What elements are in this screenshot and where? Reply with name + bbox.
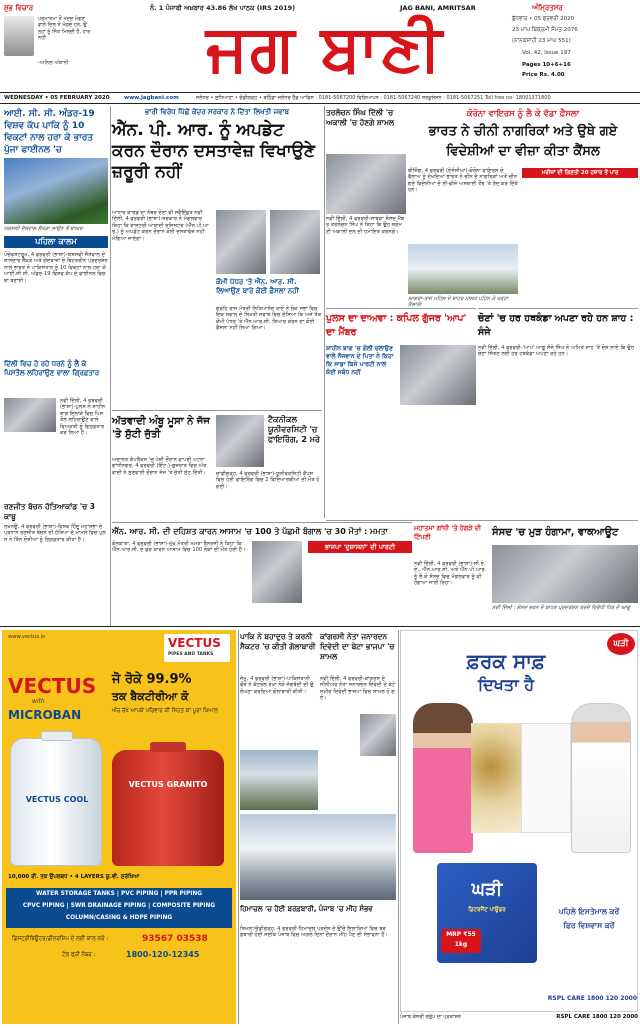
- sidebar-body: ਲਖਨਊ, 4 ਫਰਵਰੀ (ਭਾਸ਼ਾ)-ਵਿਸ਼ਵ ਹਿੰਦੂ ਮਹਾਸਭਾ ਦੇ ਪ੍ਰਧਾਨ ਰਣਜੀਤ ਬੱਚਨ ਦੀ ਹੱਤਿਆ ਦੇ ਮਾਮਲੇ ਵਿਚ ਪੁਲਸ ਨੇ ਤਿੰਨ ਦੋਸ਼ੀਆਂ ਨੂੰ ਗ੍ਰਿਫ਼ਤਾਰ ਕੀਤਾ ਹੈ।: [4, 524, 106, 543]
- divider: [398, 630, 399, 1024]
- vectus-brand: VECTUS: [8, 674, 97, 698]
- masthead-title: ਜਗ ਬਾਣੀ: [206, 11, 444, 86]
- divider: [324, 106, 325, 518]
- footer-code: RSPL CARE 1800 120 2000: [556, 1014, 638, 1020]
- vectus-logo: VECTUS: [168, 636, 221, 650]
- congress-headline: ਕਾਂਗਰਸੀ ਨੇਤਾ ਜਨਾਰਦਨ ਦਿਵੇਦੀ ਦਾ ਬੇਟਾ ਭਾਜਪਾ 'ਚ ਸ਼ਾਮਲ: [320, 632, 395, 661]
- taj-mahal-photo: [408, 244, 518, 294]
- vectus-logo-box: [164, 634, 230, 662]
- tarlochan-headline: ਤਰਲੋਚਨ ਸਿੰਘ ਦਿੱਲੀ 'ਚ ਅਕਾਲੀ 'ਚ ਹੋਣਗੇ ਸ਼ਾਮਲ: [326, 108, 395, 127]
- parliament-body: ਨਵੀਂ ਦਿੱਲੀ, 4 ਫਰਵਰੀ (ਭਾਸ਼ਾ)-ਸੀ.ਏ.ਏ., ਐੱਨ.ਆਰ.ਸੀ. ਅਤੇ ਐੱਨ.ਪੀ.ਆਰ. ਨੂੰ ਲੈ ਕੇ ਸੰਸਦ ਵਿਚ ਮੰਗਲਵਾਰ ਨੂੰ ਵੀ ਹੰਗਾਮਾ ਜਾਰੀ ਰਿਹਾ।: [414, 561, 487, 587]
- parliament-caption: ਨਵੀਂ ਦਿੱਲੀ : ਸੰਸਦ ਭਵਨ ਦੇ ਬਾਹਰ ਪ੍ਰਦਰਸ਼ਨ ਕਰਦੇ ਵਿਰੋਧੀ ਧਿਰ ਦੇ ਆਗੂ: [492, 605, 631, 611]
- pak-headline: ਪਾਕਿ ਨੇ ਬਹਾਦੁਰ ਤੇ ਕਰਨੀ ਸੈਕਟਰ 'ਚ ਕੀਤੀ ਗੋਲਾਬਾਰੀ: [240, 632, 316, 651]
- mamata-headline: ਐੱਨ. ਆਰ. ਸੀ. ਦੀ ਦਹਿਸ਼ਤ ਕਾਰਨ ਆਸਾਮ 'ਚ 100 ਤੇ ਪੱਛਮੀ ਬੰਗਾਲ 'ਚ 30 ਮੌਤਾਂ : ਮਮਤਾ: [112, 527, 388, 536]
- lead-body-cont: [112, 324, 212, 402]
- pages-count: Pages 10+6+16: [522, 62, 571, 68]
- date-nanakshahi: (ਨਾਨਕਸ਼ਾਹੀ 23 ਮਾਘ 551): [512, 38, 571, 44]
- pistol-body: ਨਵੀਂ ਦਿੱਲੀ, 4 ਫਰਵਰੀ (ਭਾਸ਼ਾ)-ਪੁਲਸ ਨੇ ਸ਼ਾਹੀਨ ਬਾਗ ਇਲਾਕੇ ਵਿਚ ਪਿਸਤੌਲ ਲਹਿਰਾਉਣ ਵਾਲੇ ਵਿਅਕਤੀ ਨੂੰ ਗ੍ਰਿਫ਼ਤਾਰ ਕਰ ਲਿਆ ਹੈ।: [60, 398, 106, 437]
- parliament-story: [326, 520, 638, 626]
- cricket-photo: [4, 158, 108, 224]
- ghadi-bottom-1: ਪਹਿਲੇ ਇਸਤੇਮਾਲ ਕਰੇਂ: [558, 907, 620, 916]
- police-photo: [400, 345, 476, 405]
- police-story: [326, 308, 476, 518]
- shah-body: ਨਵੀਂ ਦਿੱਲੀ, 4 ਫਰਵਰੀ-'ਆਪ' ਆਗੂ ਸੰਜੇ ਸਿੰਘ ਨੇ ਅਮਿਤ ਸ਼ਾਹ 'ਤੇ ਦੋਸ਼ ਲਾਏ ਕਿ ਉਹ ਚੋਣਾਂ ਜਿੱਤਣ ਲਈ ਹਰ ਹਥਕੰਡਾ ਅਪਣਾ ਰਹੇ ਹਨ।: [478, 345, 635, 358]
- snow-body: ਸ਼ਿਮਲਾ/ਚੰਡੀਗੜ੍ਹ, 4 ਫਰਵਰੀ-ਹਿਮਾਚਲ ਪ੍ਰਦੇਸ਼ ਦੇ ਉੱਚੇ ਇਲਾਕਿਆਂ ਵਿਚ ਬਰਫ਼ਬਾਰੀ ਹੋਈ ਜਦਕਿ ਪੰਜਾਬ ਵਿਚ ਅਗਲੇ ਦਿਨਾਂ ਦੌਰਾਨ ਮੀਂਹ ਪੈਣ ਦੀ ਸੰਭਾਵਨਾ ਹੈ।: [240, 926, 389, 939]
- lead-headline: ਐੱਨ. ਪੀ. ਆਰ. ਨੂੰ ਅਪਡੇਟ ਕਰਨ ਦੌਰਾਨ ਦਸਤਾਵੇਜ਼ ਵਿਖਾਉਣੇ ਜ਼ਰੂਰੀ ਨਹੀਂ: [112, 120, 315, 182]
- cricket-body: ਪੋਚੇਫਸਟਰੂਮ, 4 ਫਰਵਰੀ (ਭਾਸ਼ਾ)-ਯਸ਼ਸਵੀ ਜੈਸਵਾਲ ਦੇ ਸ਼ਾਨਦਾਰ ਸੈਂਕੜੇ ਅਤੇ ਗੇਂਦਬਾਜ਼ਾਂ ਦੇ ਬਿਹਤਰੀਨ ਪ੍ਰਦਰਸ਼ਨ ਨਾਲ ਭਾਰਤ ਨੇ ਪਾਕਿਸਤਾਨ ਨੂੰ 10 ਵਿਕਟਾਂ ਨਾਲ ਹਰਾ ਕੇ ਆਈ.ਸੀ.ਸੀ. ਅੰਡਰ-19 ਵਿਸ਼ਵ ਕੱਪ ਦੇ ਫਾਈਨਲ ਵਿਚ ਥਾਂ ਬਣਾਈ।: [4, 252, 108, 284]
- parliament-photo: [492, 545, 638, 603]
- nrc-subhead: ਕੌਮੀ ਪੱਧਰ 'ਤੇ ਐੱਨ. ਆਰ. ਸੀ. ਲਿਆਉਣ ਬਾਰੇ ਕੋਈ ਫ਼ੈਸਲਾ ਨਹੀਂ: [216, 278, 299, 295]
- date-english: WEDNESDAY • 05 FEBRUARY 2020: [4, 95, 110, 101]
- tank-lid: [150, 742, 186, 752]
- police-body-cont: [400, 409, 476, 515]
- vectus-toll-phone[interactable]: 1800-120-12345: [126, 950, 200, 959]
- tarlochan-photo: [326, 154, 406, 214]
- corona-caption: ਆਗਰਾ-ਤਾਜ ਮਹਿਲ ਦੇ ਬਾਹਰ ਮਾਸਕ ਪਹਿਨ ਕੇ ਖੜ੍ਹਾ ਸੈਲਾਨੀ: [408, 296, 509, 309]
- date-bikrami: 23 ਮਾਘ ਬਿਕ੍ਰਮੀ ਸੰਮਤ 2076: [512, 27, 578, 33]
- tank-cool-label: VECTUS COOL: [25, 795, 89, 804]
- divider: [110, 106, 111, 626]
- mamata-photo: [252, 541, 302, 603]
- vectus-logo-sub: PIPES AND TANKS: [168, 652, 214, 657]
- police-subhead: ਸ਼ਾਹੀਨ ਬਾਗ 'ਚ ਗੋਲੀ ਚਲਾਉਣ ਵਾਲੇ ਨੌਜਵਾਨ ਦੇ ਪਿਤਾ ਨੇ ਕਿਹਾ ਕਿ ਸਾਡਾ ਕਿਸੇ ਪਾਰਟੀ ਨਾਲ ਕੋਈ ਸਬੰਧ ਨਹੀਂ: [326, 345, 394, 376]
- thought-author: -ਅਨਿਲ ਅੰਬਾਨੀ: [38, 60, 69, 66]
- vectus-contact-label: ਡਿਸਟ੍ਰੀਬਿਊਟਰ/ਡੀਲਰਸ਼ਿਪ ਦੇ ਲਈ ਕਾਲ ਕਰੋ :: [12, 936, 109, 942]
- volume-issue: Vol. 42, Issue 197: [522, 50, 571, 56]
- divider: [238, 630, 239, 1024]
- police-headline: ਪੁਲਸ ਦਾ ਦਾਅਵਾ : ਕਪਿਲ ਗੁੱਜਰ 'ਆਪ' ਦਾ ਮੈਂਬਰ: [326, 313, 467, 338]
- shah-story: [478, 308, 638, 518]
- lead-photo-1: [216, 210, 266, 274]
- model-woman: [413, 703, 473, 853]
- vectus-stats: 10,000 ਰੀ. ਤਕ ਉਪਲਬਧ • 4 LAYERS ਯੂ.ਵੀ. ਸੁਰੱਖਿਆ: [8, 874, 140, 880]
- corona-kicker: ਕੋਰੋਨਾ ਵਾਇਰਸ ਨੂੰ ਲੈ ਕੇ ਵੱਡਾ ਫ਼ੈਸਲਾ: [466, 109, 580, 119]
- pak-body: ਜੰਮੂ, 4 ਫਰਵਰੀ (ਭਾਸ਼ਾ)-ਪਾਕਿਸਤਾਨੀ ਫੌਜ ਨੇ ਕੰਟਰੋਲ ਰੇਖਾ ਨੇੜੇ ਜੰਗਬੰਦੀ ਦੀ ਉਲੰਘਣਾ ਕਰਦਿਆਂ ਗੋਲਾਬਾਰੀ ਕੀਤੀ।: [240, 676, 314, 695]
- pistol-headline: ਦਿੱਲੀ ਵਿਚ ਹੋ ਰਹੇ ਧਰਨੇ ਨੂੰ ਲੈ ਕੇ ਪਿਸਤੌਲ ਲਹਿਰਾਉਣ ਵਾਲਾ ਗ੍ਰਿਫ਼ਤਾਰ: [4, 360, 100, 377]
- ghadi-bottom-2: ਫਿਰ ਵਿਸ਼ਵਾਸ ਕਰੇਂ: [563, 921, 615, 930]
- column-tag: ਪਹਿਲਾ ਕਾਲਮ: [4, 236, 108, 248]
- pistol-body-cont: [4, 436, 56, 498]
- sidebar-headline: ਰਣਜੀਤ ਬੱਚਨ ਹੱਤਿਆਕਾਂਡ 'ਚ 3 ਕਾਬੂ: [4, 502, 96, 521]
- vectus-tagline-2: ਤਕ ਬੈਕਟੀਰੀਆ ਕੋ: [112, 690, 189, 703]
- vectus-tagline-3: ਔਰ ਰੱਖੇ ਆਪਕੇ ਪਰਿਵਾਰ ਕੀ ਸਿਹਤ ਕਾ ਪੂਰਾ ਖ਼ਿਆਲ: [112, 708, 219, 714]
- cricket-headline: ਆਈ. ਸੀ. ਸੀ. ਅੰਡਰ-19 ਵਿਸ਼ਵ ਕੱਪ ਪਾਕਿ ਨੂੰ 10 ਵਿਕਟਾਂ ਨਾਲ ਹਰਾ ਕੇ ਭਾਰਤ ਪੁੱਜਾ ਫਾਈਨਲ 'ਚ: [4, 109, 95, 155]
- vectus-contact-phone[interactable]: 93567 03538: [142, 934, 208, 944]
- thought-label: ਸ਼ੁਭ ਵਿਚਾਰ: [4, 4, 34, 12]
- vectus-tagline-1: ਜੋ ਰੋਕੇ 99.9%: [112, 672, 192, 687]
- microban-logo: MICROBAN: [8, 708, 82, 722]
- corona-tag: ਮਰੀਜ਼ਾਂ ਦੀ ਗਿਣਤੀ 20 ਹਜ਼ਾਰ ਤੋਂ ਪਾਰ: [522, 168, 638, 178]
- snow-photo: [240, 814, 396, 900]
- edition-box: [512, 4, 636, 88]
- mamata-body: ਕੋਲਕਾਤਾ, 4 ਫਰਵਰੀ (ਭਾਸ਼ਾ)-ਮੁੱਖ ਮੰਤਰੀ ਮਮਤਾ ਬੈਨਰਜੀ ਨੇ ਕਿਹਾ ਕਿ ਐੱਨ.ਆਰ.ਸੀ. ਦੇ ਡਰ ਕਾਰਨ ਆਸਾਮ ਵਿਚ 100 ਲੋਕਾਂ ਦੀ ਮੌਤ ਹੋਈ ਹੈ।: [112, 541, 246, 554]
- ghadi-ad[interactable]: [400, 630, 638, 1012]
- lead-kicker: ਭਾਰੀ ਵਿਰੋਧ ਪਿੱਛੋਂ ਕੇਂਦਰ ਸਰਕਾਰ ਨੇ ਦਿੱਤਾ ਲਿਖਤੀ ਜਵਾਬ: [145, 108, 289, 116]
- model-man: [571, 703, 631, 853]
- divider: [0, 626, 640, 627]
- info-strip: [0, 92, 640, 104]
- ghadi-care[interactable]: RSPL CARE 1800 120 2000: [547, 995, 637, 1002]
- brand-latin: JAG BANI, AMRITSAR: [400, 4, 476, 12]
- ghadi-pack: [437, 863, 537, 963]
- ghadi-pack-sub: ਡਿਟਰਜੈਂਟ ਪਾਊਡਰ: [468, 907, 506, 913]
- gandhi-headline: ਮਹਾਤਮਾ ਗਾਂਧੀ 'ਤੇ ਹੇਗੜੇ ਦੀ ਟਿੱਪਣੀ: [414, 524, 482, 541]
- lead-body: ਆਧਾਰ ਕਾਰਡ ਦਾ ਨੰਬਰ ਦੇਣਾ ਵੀ ਸਵੈਇੱਛਤ ਨਵੀਂ ਦਿੱਲੀ, 4 ਫਰਵਰੀ (ਭਾਸ਼ਾ)-ਸਰਕਾਰ ਨੇ ਮੰਗਲਵਾਰ ਕਿਹਾ ਕਿ ਰਾਸ਼ਟਰੀ ਆਬਾਦੀ ਰਜਿਸਟਰ (ਐੱਨ.ਪੀ.ਆਰ.) ਨੂੰ ਅਪਡੇਟ ਕਰਨ ਦੌਰਾਨ ਕੋਈ ਦਸਤਾਵੇਜ਼ ਨਹੀਂ ਮੰਗਿਆ ਜਾਏਗਾ।: [112, 210, 209, 242]
- center-lead: [112, 106, 322, 406]
- university-body: ਚਾਂਡੀਗੜ੍ਹ, 4 ਫਰਵਰੀ (ਭਾਸ਼ਾ)-ਯੂਨੀਵਰਸਿਟੀ ਕੈਂਪਸ ਵਿਚ ਹੋਈ ਫਾਇਰਿੰਗ ਵਿਚ 2 ਵਿਦਿਆਰਥੀਆਂ ਦੀ ਮੌਤ ਹੋ ਗਈ।: [216, 471, 320, 490]
- musa-headline: ਅੱਤਵਾਦੀ ਅੰਬੂ ਮੂਸਾ ਨੇ ਜੱਜ 'ਤੇ ਸੁੱਟੀ ਜੁੱਤੀ: [112, 416, 210, 440]
- shirt-clean: [521, 723, 571, 833]
- vectus-toll-label: ਟੋਲ ਫ੍ਰੀ ਨੰਬਰ :: [62, 952, 96, 958]
- bottom-center-news: [240, 630, 396, 1024]
- tarlochan-story: [326, 106, 406, 306]
- thought-text: ਪਰਮਾਤਮਾ ਤੋਂ ਮਦਦ ਮੰਗਣ ਵਾਲੇ ਦਿਲ ਤੋਂ ਮੰਗਦੇ ਹਨ, ਉਨ੍ਹਾਂ ਨੂੰ ਜਿੱਤ ਮਿਲਦੀ ਹੈ, ਹਾਰ ਨਹੀਂ: [38, 16, 91, 42]
- lead-photo-2: [270, 210, 320, 274]
- congress-body: ਨਵੀਂ ਦਿੱਲੀ, 4 ਫਰਵਰੀ-ਕਾਂਗਰਸ ਦੇ ਸੀਨੀਅਰ ਨੇਤਾ ਜਨਾਰਦਨ ਦਿਵੇਦੀ ਦੇ ਬੇਟੇ ਸਮੀਰ ਦਿਵੇਦੀ ਭਾਜਪਾ ਵਿਚ ਸ਼ਾਮਲ ਹੋ ਗਏ।: [320, 676, 396, 702]
- ghadi-headline-2: ਦਿਖਤਾ ਹੈ: [477, 675, 535, 694]
- info-contacts: ਜਲੰਧਰ • ਲੁਧਿਆਣਾ • ਚੰਡੀਗੜ੍ਹ • ਬਠਿੰਡਾ ਜਲੰਧਰ ਹੈੱਡ ਆਫਿਸ : 0181-5067200 ਵਿਗਿਆਪਨ : 0181-5067240 ਸਰਕੂਲੇਸ਼ਨ : 0181-5067251 Toll free no- 18001371800: [196, 95, 551, 101]
- center-second-row: [112, 410, 322, 520]
- vectus-products-line-2: CPVC PIPING | SWR DRAINAGE PIPING | COMPOSITE PIPING: [22, 903, 216, 909]
- vectus-with: with: [32, 698, 45, 705]
- shah-headline: ਚੋਣਾਂ 'ਚ ਹਰ ਹਥਕੰਡਾ ਅਪਣਾ ਰਹੇ ਹਨ ਸ਼ਾਹ : ਸੰਜੇ: [478, 313, 634, 338]
- corona-story: [408, 106, 638, 309]
- vectus-products-line-1: WATER STORAGE TANKS | PVC PIPING | PPR PIPING: [36, 891, 202, 897]
- corona-headline: ਭਾਰਤ ਨੇ ਚੀਨੀ ਨਾਗਰਿਕਾਂ ਅਤੇ ਉਥੇ ਗਏ ਵਿਦੇਸ਼ੀਆਂ ਦਾ ਵੀਜ਼ਾ ਕੀਤਾ ਕੈਂਸਲ: [428, 124, 618, 159]
- tank-granito-label: VECTUS GRANITO: [128, 780, 208, 789]
- tank-cool: [10, 738, 102, 866]
- university-headline: ਟੈਕਨੀਕਲ ਯੂਨੀਵਰਸਿਟੀ 'ਚ ਫਾਇਰਿੰਗ, 2 ਮਰੇ: [268, 415, 320, 444]
- musa-photo: [216, 415, 264, 467]
- ghadi-corner-logo: ਘੜੀ: [607, 633, 635, 655]
- pistol-photo: [4, 398, 56, 432]
- edition-name: ਅੰਮ੍ਰਿਤਸਰ: [532, 4, 563, 12]
- left-column: [2, 106, 108, 626]
- masthead: [0, 0, 640, 92]
- tank-lid: [41, 731, 73, 741]
- footer-note: ਪੰਜਾਬ ਕੇਸਰੀ ਗਰੁੱਪ ਦਾ ਪ੍ਰਕਾਸ਼ਨ: [400, 1014, 461, 1020]
- cricket-photo-caption: ਯਸ਼ਸਵੀ ਜੈਸਵਾਲ ਸੈਂਕੜਾ ਲਾਉਣ ਤੋਂ ਬਾਅਦ: [4, 226, 83, 232]
- pak-photo: [240, 750, 318, 810]
- tarlochan-body: ਨਵੀਂ ਦਿੱਲੀ, 4 ਫਰਵਰੀ-ਸਾਬਕਾ ਸੰਸਦ ਮੈਂਬਰ ਤਰਲੋਚਨ ਸਿੰਘ ਨੇ ਕਿਹਾ ਕਿ ਉਹ ਸ਼੍ਰੋਮਣੀ ਅਕਾਲੀ ਦਲ ਦੀ ਹਮਾਇਤ ਕਰਨਗੇ।: [326, 216, 405, 235]
- thought-box: [4, 4, 94, 88]
- vectus-products-line-3: COLUMN/CASING & HDPE PIPING: [65, 915, 173, 921]
- price: Price Rs. 4.00: [522, 72, 565, 78]
- ghadi-pack-brand: ਘੜੀ: [471, 879, 503, 900]
- vectus-ad[interactable]: [2, 630, 236, 1024]
- congress-photo: [360, 714, 396, 756]
- ghadi-mrp: MRP ₹55: [441, 929, 481, 953]
- nrc-body: ਗ੍ਰਹਿ ਰਾਜ ਮੰਤਰੀ ਨਿਤਿਆਨੰਦ ਰਾਏ ਨੇ ਲੋਕ ਸਭਾ ਵਿਚ ਇਕ ਸਵਾਲ ਦੇ ਲਿਖਤੀ ਜਵਾਬ ਵਿਚ ਦੱਸਿਆ ਕਿ ਅਜੇ ਤੱਕ ਕੌਮੀ ਪੱਧਰ 'ਤੇ ਐੱਨ.ਆਰ.ਸੀ. ਤਿਆਰ ਕਰਨ ਦਾ ਕੋਈ ਫ਼ੈਸਲਾ ਨਹੀਂ ਲਿਆ ਗਿਆ।: [216, 306, 322, 332]
- masthead-topline: ਨੰ. 1 ਪੰਜਾਬੀ ਅਖ਼ਬਾਰ 43.86 ਲੱਖ ਪਾਠਕ (IRS 2019): [150, 4, 296, 12]
- tank-granito: [112, 750, 224, 866]
- corona-body-cont: [522, 180, 638, 302]
- website-link[interactable]: www.jagbani.com: [124, 95, 179, 101]
- snow-headline: ਹਿਮਾਚਲ 'ਚ ਹੋਈ ਬਰਫ਼ਬਾਰੀ, ਪੰਜਾਬ 'ਚ ਮੀਂਹ ਸੰਭਵ: [240, 905, 373, 913]
- musa-body: ਅਦਾਲਤ ਕੰਪਲੈਕਸ 'ਚ ਪੇਸ਼ੀ ਦੌਰਾਨ ਵਾਪਰੀ ਘਟਨਾ ਗਾਂਧੀਨਗਰ, 4 ਫਰਵਰੀ (ਇੰਟ.)-ਗੁਜਰਾਤ ਵਿਚ ਅੱਤਵਾਦੀ ਨੇ ਸੁਣਵਾਈ ਦੌਰਾਨ ਜੱਜ 'ਤੇ ਜੁੱਤੀ ਸੁੱਟ ਦਿੱਤੀ।: [112, 457, 207, 476]
- date-punjabi: ਬੁੱਧਵਾਰ • 05 ਫਰਵਰੀ 2020: [512, 16, 575, 22]
- vectus-site[interactable]: www.vectus.in: [8, 634, 46, 640]
- ghadi-headline-1: ਫ਼ਰਕ ਸਾਫ਼: [466, 649, 546, 673]
- parliament-headline: ਸੰਸਦ 'ਚ ਮੁੜ ਹੰਗਾਮਾ, ਵਾਕਆਊਟ: [492, 527, 619, 538]
- corona-body: ਬੀਜਿੰਗ, 4 ਫਰਵਰੀ (ਏਜੰਸੀਆਂ)-ਕੋਰੋਨਾ ਵਾਇਰਸ ਦੇ ਫੈਲਾਅ ਨੂੰ ਦੇਖਦਿਆਂ ਭਾਰਤ ਨੇ ਚੀਨ ਦੇ ਨਾਗਰਿਕਾਂ ਅਤੇ ਚੀਨ ਗਏ ਵਿਦੇਸ਼ੀਆਂ ਦੇ ਈ-ਵੀਜ਼ੇ ਅਸਥਾਈ ਤੌਰ 'ਤੇ ਰੱਦ ਕਰ ਦਿੱਤੇ ਹਨ।: [408, 168, 518, 194]
- shirt-dirty: [471, 723, 521, 833]
- ghadi-weight: 1kg: [454, 941, 468, 948]
- bjp-tag: ਭਾਜਪਾ 'ਦੁਸ਼ਾਸਨਾਂ' ਦੀ ਪਾਰਟੀ: [308, 541, 412, 553]
- police-body: [326, 395, 396, 515]
- vectus-products: [6, 888, 232, 928]
- author-photo: [4, 16, 34, 56]
